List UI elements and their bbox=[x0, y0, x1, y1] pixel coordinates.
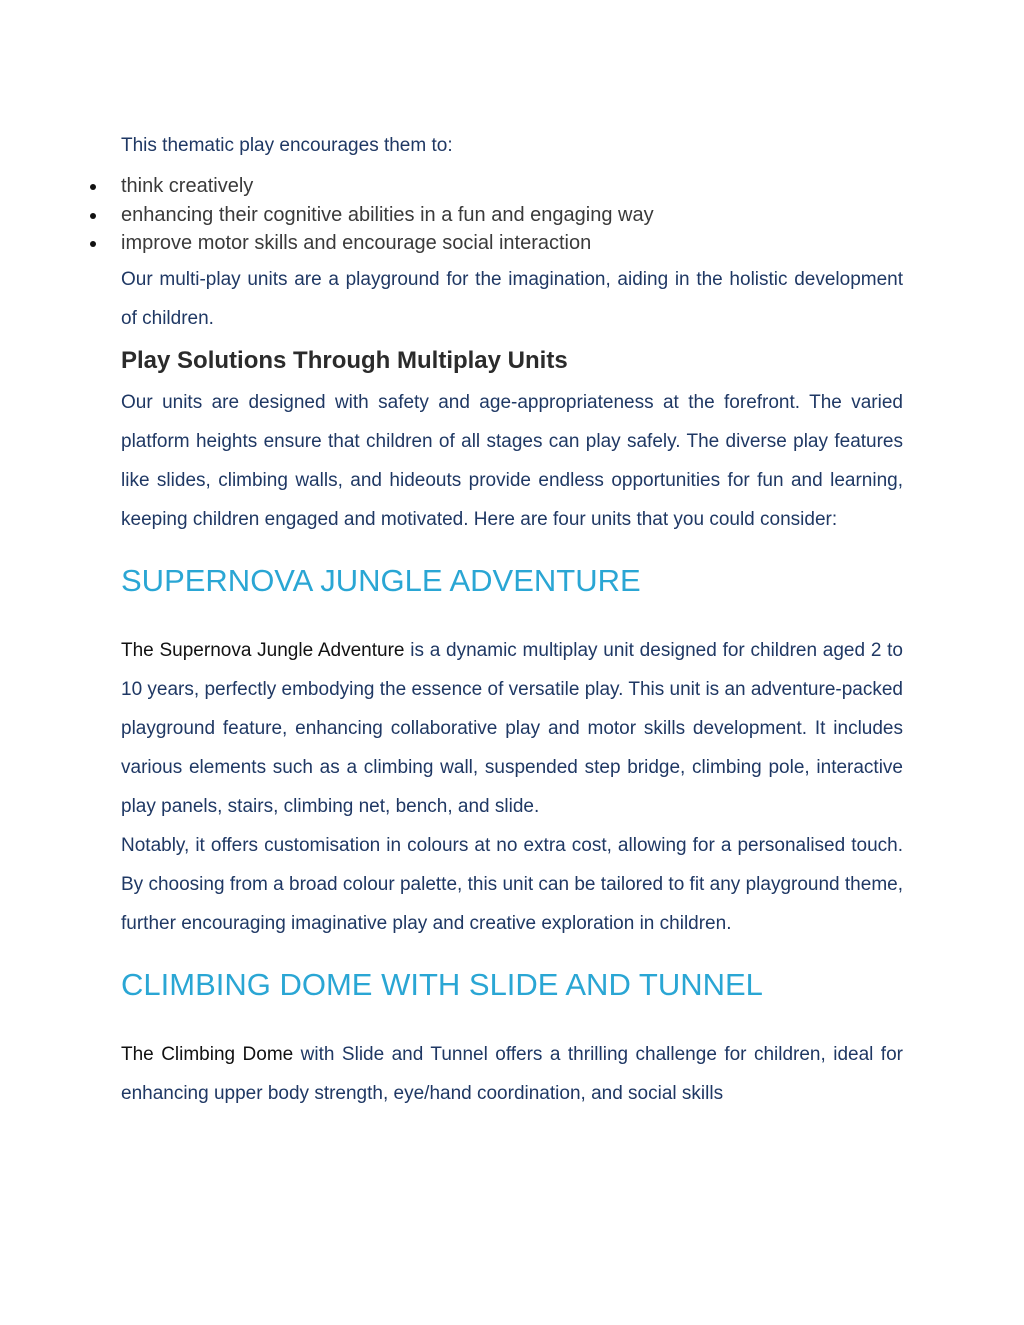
bullet-text: improve motor skills and encourage social interaction bbox=[121, 232, 592, 254]
supernova-paragraph-2: Notably, it offers customisation in colours at no extra cost, allowing for a personalised touch. By choosing from a broad colour palette, this unit can be tailored to fit any playground theme, further encouraging imaginative play and creative exploration in children. bbox=[121, 834, 903, 934]
supernova-paragraph bbox=[121, 631, 903, 826]
climbing-dome-heading: CLIMBING DOME WITH SLIDE AND TUNNEL bbox=[121, 966, 763, 1002]
supernova-lead: The Supernova Jungle Adventure bbox=[121, 639, 405, 661]
units-paragraph: Our units are designed with safety and age-appropriateness at the forefront. The varied platform heights ensure that children of all stages can play safely. The diverse play features like slides, climbing walls, and hideouts provide endless opportunities for fun and learning, keeping children engaged and motivated. Here are four units that you could consider: bbox=[121, 391, 903, 530]
bullet-list bbox=[121, 172, 903, 258]
list-item bbox=[121, 172, 903, 201]
supernova-text: is a dynamic multiplay unit designed for children aged 2 to 10 years, perfectly embodying the essence of versatile play. This unit is an adventure-packed playground feature, enhancing collaborative play and motor skills development. It includes various elements such as a climbing wall, suspended step bridge, climbing pole, interactive play panels, stairs, climbing net, bench, and slide. bbox=[121, 639, 903, 817]
bullet-icon bbox=[90, 213, 96, 219]
bullet-text: think creatively bbox=[121, 175, 254, 197]
page-content bbox=[121, 132, 903, 1113]
climbing-dome-lead: The Climbing Dome bbox=[121, 1043, 294, 1065]
bullet-icon bbox=[90, 184, 96, 190]
climbing-dome-paragraph bbox=[121, 1035, 903, 1113]
intro-text: This thematic play encourages them to: bbox=[121, 135, 453, 156]
supernova-heading: SUPERNOVA JUNGLE ADVENTURE bbox=[121, 562, 641, 598]
bullet-icon bbox=[90, 241, 96, 247]
climbing-dome-text: with Slide and Tunnel offers a thrilling challenge for children, ideal for enhancing upper body strength, eye/hand coordination, and social skills bbox=[121, 1043, 903, 1104]
play-solutions-heading: Play Solutions Through Multiplay Units bbox=[121, 346, 568, 374]
multiplay-paragraph: Our multi-play units are a playground for the imagination, aiding in the holistic development of children. bbox=[121, 268, 903, 329]
list-item bbox=[121, 229, 903, 258]
list-item bbox=[121, 201, 903, 230]
bullet-text: enhancing their cognitive abilities in a fun and engaging way bbox=[121, 203, 654, 226]
